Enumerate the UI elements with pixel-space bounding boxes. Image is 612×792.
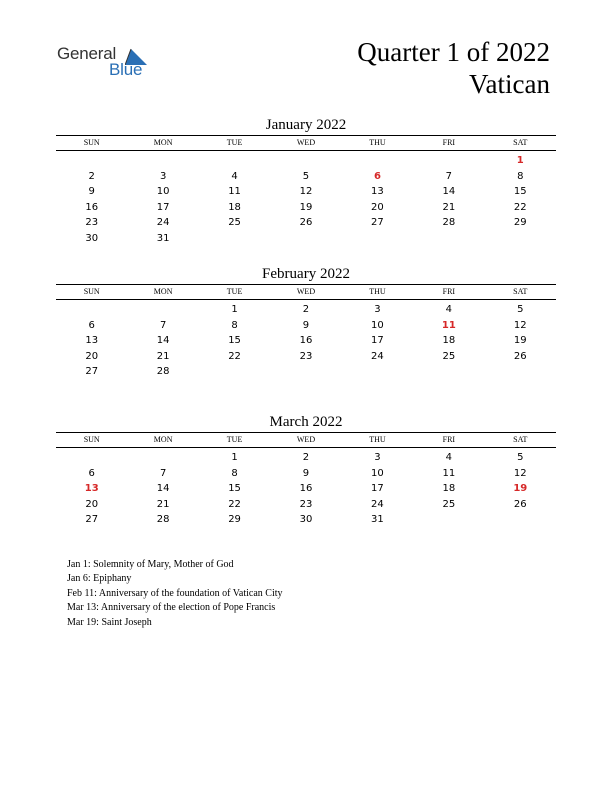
weekday-thu: THU <box>369 435 386 444</box>
day-cell: 17 <box>371 335 384 347</box>
page-title <box>357 36 550 100</box>
day-cell: 3 <box>159 170 167 182</box>
day-cell: 11 <box>442 467 456 479</box>
weekday-fri: FRI <box>442 138 456 147</box>
weekday-fri: FRI <box>442 435 456 444</box>
day-cell: 31 <box>156 232 170 244</box>
day-cell: 15 <box>228 335 241 347</box>
weekday-sat: SAT <box>513 287 528 296</box>
weekday-mon: MON <box>153 435 173 444</box>
day-cell: 21 <box>442 201 456 213</box>
day-cell: 26 <box>513 498 527 510</box>
day-grid <box>56 153 556 247</box>
day-cell: 19 <box>513 335 527 347</box>
day-cell: 27 <box>85 366 99 378</box>
day-cell: 18 <box>442 335 456 347</box>
day-cell: 7 <box>159 467 167 479</box>
day-cell: 20 <box>85 498 99 510</box>
day-cell: 2 <box>302 304 310 315</box>
day-cell: 14 <box>156 335 170 347</box>
day-cell: 21 <box>156 350 170 362</box>
day-cell: 18 <box>442 483 456 495</box>
day-cell: 20 <box>85 350 99 362</box>
day-cell: 14 <box>442 186 456 198</box>
holiday-note: Mar 13: Anniversary of the election of Pope Francis <box>67 602 276 614</box>
day-cell: 29 <box>513 217 527 229</box>
weekday-tue: TUE <box>226 435 243 444</box>
month-title: March 2022 <box>269 414 343 430</box>
day-cell: 17 <box>371 483 384 495</box>
day-cell: 9 <box>302 319 310 331</box>
day-cell: 12 <box>299 186 313 198</box>
weekday-thu: THU <box>369 287 386 296</box>
day-cell: 19 <box>299 201 313 213</box>
holiday-note: Jan 6: Epiphany <box>67 573 132 585</box>
day-cell: 17 <box>156 201 170 213</box>
day-cell: 4 <box>231 170 238 182</box>
day-cell: 29 <box>228 514 241 526</box>
empty-day-cell <box>270 153 341 169</box>
day-cell: 30 <box>299 514 313 526</box>
weekday-fri: FRI <box>442 287 456 296</box>
day-cell: 5 <box>517 452 524 463</box>
day-cell: 22 <box>228 350 241 362</box>
day-cell: 14 <box>156 483 170 495</box>
day-cell: 28 <box>156 366 170 378</box>
holiday-day-cell: 1 <box>516 155 524 166</box>
day-cell: 3 <box>374 452 381 463</box>
empty-day-cell <box>127 302 198 318</box>
day-cell: 24 <box>156 217 170 229</box>
weekday-mon: MON <box>153 138 173 147</box>
day-cell: 4 <box>445 304 453 315</box>
empty-day-cell <box>199 153 270 169</box>
empty-day-cell <box>56 302 127 318</box>
day-cell: 28 <box>156 514 170 526</box>
day-cell: 25 <box>442 350 456 362</box>
weekday-sun: SUN <box>83 287 100 296</box>
weekday-wed: WED <box>296 138 316 147</box>
weekday-wed: WED <box>296 287 316 296</box>
day-cell: 22 <box>513 201 527 213</box>
day-cell: 20 <box>371 201 384 213</box>
day-cell: 25 <box>228 217 241 229</box>
day-cell: 23 <box>299 498 313 510</box>
day-cell: 5 <box>517 304 524 315</box>
weekday-header <box>56 135 556 151</box>
day-cell: 11 <box>228 186 241 198</box>
holiday-note: Jan 1: Solemnity of Mary, Mother of God <box>67 559 234 570</box>
country-title: Vatican <box>469 69 550 99</box>
day-cell: 7 <box>445 170 453 182</box>
day-cell: 27 <box>85 514 99 526</box>
month-january <box>56 115 556 247</box>
weekday-header <box>56 284 556 300</box>
month-title: January 2022 <box>265 117 347 133</box>
day-cell: 16 <box>299 335 313 347</box>
weekday-thu: THU <box>369 138 386 147</box>
day-cell: 2 <box>302 452 310 463</box>
weekday-tue: TUE <box>226 138 243 147</box>
brand-name-general: General <box>57 44 117 63</box>
day-grid <box>56 450 556 528</box>
quarter-title: Quarter 1 of 2022 <box>357 37 550 67</box>
weekday-mon: MON <box>153 287 173 296</box>
day-cell: 12 <box>513 319 527 331</box>
day-cell: 27 <box>371 217 384 229</box>
day-cell: 1 <box>231 304 238 315</box>
holiday-day-cell: 6 <box>373 170 381 182</box>
day-cell: 13 <box>85 335 99 347</box>
day-cell: 24 <box>371 350 384 362</box>
empty-day-cell <box>127 153 198 169</box>
day-cell: 6 <box>88 467 95 479</box>
day-cell: 18 <box>228 201 241 213</box>
day-cell: 12 <box>513 467 527 479</box>
empty-day-cell <box>127 450 198 466</box>
day-cell: 31 <box>371 514 384 526</box>
weekday-tue: TUE <box>226 287 243 296</box>
day-cell: 23 <box>85 217 99 229</box>
weekday-sat: SAT <box>513 435 528 444</box>
empty-day-cell <box>56 153 127 169</box>
weekday-sat: SAT <box>513 138 528 147</box>
brand-logo <box>57 44 167 84</box>
holiday-day-cell: 19 <box>513 483 528 495</box>
weekday-sun: SUN <box>83 435 100 444</box>
day-cell: 8 <box>231 319 238 331</box>
day-cell: 16 <box>299 483 313 495</box>
day-cell: 6 <box>88 319 95 331</box>
day-cell: 10 <box>371 319 384 331</box>
day-cell: 5 <box>302 170 310 182</box>
holiday-note: Mar 19: Saint Joseph <box>67 616 152 628</box>
month-february <box>56 264 556 380</box>
day-grid <box>56 302 556 380</box>
day-cell: 4 <box>445 452 453 463</box>
day-cell: 15 <box>228 483 241 495</box>
month-title: February 2022 <box>262 266 350 282</box>
weekday-sun: SUN <box>83 138 100 147</box>
weekday-wed: WED <box>296 435 316 444</box>
day-cell: 24 <box>371 498 384 510</box>
day-cell: 16 <box>85 201 99 213</box>
holiday-day-cell: 13 <box>84 483 99 495</box>
day-cell: 8 <box>517 170 524 182</box>
brand-name-blue: Blue <box>109 60 143 79</box>
day-cell: 21 <box>156 498 170 510</box>
day-cell: 25 <box>442 498 456 510</box>
weekday-header <box>56 432 556 448</box>
day-cell: 15 <box>513 186 527 198</box>
day-cell: 26 <box>513 350 527 362</box>
day-cell: 2 <box>88 170 95 182</box>
day-cell: 23 <box>299 350 313 362</box>
holiday-day-cell: 11 <box>441 319 456 331</box>
day-cell: 22 <box>228 498 241 510</box>
day-cell: 26 <box>299 217 313 229</box>
day-cell: 3 <box>374 304 381 315</box>
day-cell: 9 <box>88 186 95 198</box>
empty-day-cell <box>56 450 127 466</box>
day-cell: 28 <box>442 217 456 229</box>
empty-day-cell <box>342 153 413 169</box>
day-cell: 30 <box>85 232 99 244</box>
day-cell: 1 <box>231 452 238 463</box>
day-cell: 10 <box>156 186 170 198</box>
holiday-notes <box>67 558 283 630</box>
day-cell: 13 <box>371 186 384 198</box>
day-cell: 8 <box>231 467 238 479</box>
day-cell: 10 <box>371 467 384 479</box>
day-cell: 9 <box>302 467 310 479</box>
holiday-note: Feb 11: Anniversary of the foundation of Vatican City <box>67 587 283 599</box>
empty-day-cell <box>413 153 484 169</box>
day-cell: 7 <box>159 319 167 331</box>
month-march <box>56 412 556 528</box>
